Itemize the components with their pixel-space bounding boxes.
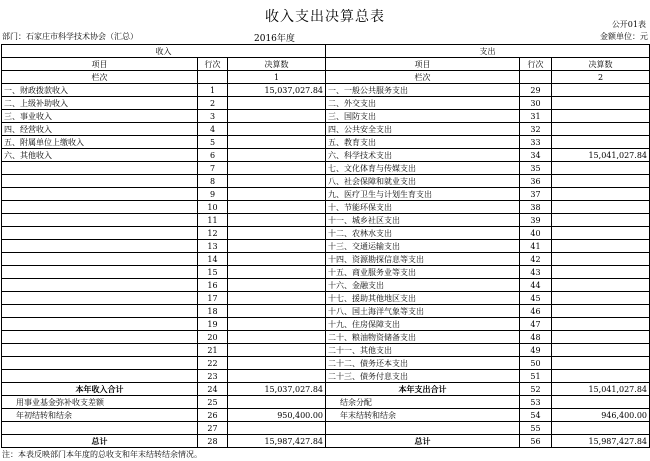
table-row — [2, 370, 650, 383]
table-row — [2, 201, 650, 214]
income-amount — [228, 110, 326, 123]
expense-item: 六、科学技术支出 — [326, 149, 520, 162]
income-col-label: 栏次 — [2, 71, 198, 84]
income-amount — [228, 188, 326, 201]
expense-total-no: 52 — [520, 383, 552, 396]
table-row — [2, 84, 650, 97]
expense-item: 十六、金融支出 — [326, 279, 520, 292]
expense-amount — [552, 318, 650, 331]
income-row-no: 15 — [198, 266, 228, 279]
expense-item: 二十二、债务还本支出 — [326, 357, 520, 370]
income-amount: 15,037,027.84 — [228, 84, 326, 97]
income-item — [2, 266, 198, 279]
income-amount — [228, 162, 326, 175]
income-amount — [228, 292, 326, 305]
income-row-no: 11 — [198, 214, 228, 227]
table-row — [2, 344, 650, 357]
income-amount-header: 决算数 — [228, 58, 326, 71]
income-amount — [228, 136, 326, 149]
column-label-row — [2, 71, 650, 84]
income-section-header: 收入 — [2, 45, 326, 58]
expense-row-no: 45 — [520, 292, 552, 305]
expense-row-no: 33 — [520, 136, 552, 149]
income-row-no: 22 — [198, 357, 228, 370]
income-row-no: 17 — [198, 292, 228, 305]
table-row — [2, 214, 650, 227]
income-amount — [228, 266, 326, 279]
income-amount — [228, 214, 326, 227]
income-item: 三、事业收入 — [2, 110, 198, 123]
table-row — [2, 305, 650, 318]
blank-out-label — [326, 422, 520, 435]
expense-item: 十二、农林水支出 — [326, 227, 520, 240]
expense-row-no: 29 — [520, 84, 552, 97]
income-row-no: 21 — [198, 344, 228, 357]
table-row — [2, 357, 650, 370]
income-row-no: 12 — [198, 227, 228, 240]
expense-amount — [552, 97, 650, 110]
income-item — [2, 279, 198, 292]
expense-item: 二、外交支出 — [326, 97, 520, 110]
report-meta — [2, 31, 648, 43]
income-amount — [228, 253, 326, 266]
income-col-blank — [198, 71, 228, 84]
expense-item: 二十一、其他支出 — [326, 344, 520, 357]
surplus-dist-no: 53 — [520, 396, 552, 409]
expense-row-no: 31 — [520, 110, 552, 123]
expense-amount — [552, 240, 650, 253]
income-item — [2, 305, 198, 318]
expense-amount — [552, 136, 650, 149]
fund-cover-amount — [228, 396, 326, 409]
table-row — [2, 318, 650, 331]
income-item — [2, 292, 198, 305]
grand-in-amount: 15,987,427.84 — [228, 435, 326, 448]
expense-row-no: 47 — [520, 318, 552, 331]
table-row — [2, 227, 650, 240]
amount-unit: 金额单位：元 — [600, 32, 648, 41]
expense-item: 七、文化体育与传媒支出 — [326, 162, 520, 175]
income-row-no: 8 — [198, 175, 228, 188]
table-row — [2, 110, 650, 123]
income-amount — [228, 227, 326, 240]
surplus-dist-amount — [552, 396, 650, 409]
income-item-header: 项目 — [2, 58, 198, 71]
expense-amount — [552, 370, 650, 383]
expense-amount-header: 决算数 — [552, 58, 650, 71]
income-item — [2, 188, 198, 201]
income-amount — [228, 357, 326, 370]
income-amount — [228, 97, 326, 110]
income-row-no: 2 — [198, 97, 228, 110]
table-row — [2, 123, 650, 136]
blank-in-label — [2, 422, 198, 435]
carry-out-no: 54 — [520, 409, 552, 422]
table-row — [2, 97, 650, 110]
expense-item: 八、社会保障和就业支出 — [326, 175, 520, 188]
income-item: 六、其他收入 — [2, 149, 198, 162]
fiscal-year: 2016年度 — [254, 34, 295, 44]
expense-item: 十一、城乡社区支出 — [326, 214, 520, 227]
expense-col-index: 2 — [552, 71, 650, 84]
expense-amount — [552, 357, 650, 370]
income-row-no: 4 — [198, 123, 228, 136]
footnote: 注：本表反映部门本年度的总收支和年末结转结余情况。 — [2, 450, 202, 459]
expense-total-amount: 15,041,027.84 — [552, 383, 650, 396]
income-item — [2, 240, 198, 253]
expense-item: 九、医疗卫生与计划生育支出 — [326, 188, 520, 201]
income-amount — [228, 240, 326, 253]
income-row-no: 9 — [198, 188, 228, 201]
expense-item: 五、教育支出 — [326, 136, 520, 149]
income-item — [2, 162, 198, 175]
income-amount — [228, 201, 326, 214]
blank-row — [2, 422, 650, 435]
expense-row-no: 35 — [520, 162, 552, 175]
expense-amount — [552, 227, 650, 240]
fund-cover-label: 用事业基金弥补收支差额 — [2, 396, 198, 409]
table-row — [2, 266, 650, 279]
income-row-no: 19 — [198, 318, 228, 331]
income-row-no: 20 — [198, 331, 228, 344]
expense-row-no: 44 — [520, 279, 552, 292]
section-header-row — [2, 45, 650, 58]
expense-col-blank — [520, 71, 552, 84]
income-row-no: 3 — [198, 110, 228, 123]
expense-amount — [552, 162, 650, 175]
income-item — [2, 357, 198, 370]
carry-out-label: 年末结转和结余 — [326, 409, 520, 422]
blank-out-no: 55 — [520, 422, 552, 435]
expense-amount — [552, 188, 650, 201]
form-number: 公开01表 — [611, 20, 646, 29]
grand-in-label: 总计 — [2, 435, 198, 448]
income-total-amount: 15,037,027.84 — [228, 383, 326, 396]
carry-in-no: 26 — [198, 409, 228, 422]
table-row — [2, 175, 650, 188]
income-row-no: 23 — [198, 370, 228, 383]
carry-row — [2, 409, 650, 422]
expense-row-no: 42 — [520, 253, 552, 266]
income-row-no: 10 — [198, 201, 228, 214]
total-row — [2, 383, 650, 396]
expense-amount — [552, 214, 650, 227]
carry-out-amount: 946,400.00 — [552, 409, 650, 422]
income-row-no: 6 — [198, 149, 228, 162]
expense-row-no: 30 — [520, 97, 552, 110]
expense-item: 十、节能环保支出 — [326, 201, 520, 214]
income-row-no: 1 — [198, 84, 228, 97]
expense-row-no: 49 — [520, 344, 552, 357]
expense-amount — [552, 201, 650, 214]
expense-amount — [552, 331, 650, 344]
expense-amount — [552, 292, 650, 305]
expense-item: 十七、援助其他地区支出 — [326, 292, 520, 305]
expense-amount — [552, 110, 650, 123]
table-row — [2, 292, 650, 305]
department-label: 部门：石家庄市科学技术协会（汇总） — [2, 32, 138, 41]
income-amount — [228, 344, 326, 357]
expense-item: 一、一般公共服务支出 — [326, 84, 520, 97]
expense-amount — [552, 253, 650, 266]
income-row-no: 13 — [198, 240, 228, 253]
income-row-no: 7 — [198, 162, 228, 175]
expense-item: 十五、商业服务业等支出 — [326, 266, 520, 279]
income-item — [2, 331, 198, 344]
income-total-label: 本年收入合计 — [2, 383, 198, 396]
table-row — [2, 331, 650, 344]
expense-total-label: 本年支出合计 — [326, 383, 520, 396]
expense-amount: 15,041,027.84 — [552, 149, 650, 162]
expense-row-no: 37 — [520, 188, 552, 201]
income-item — [2, 175, 198, 188]
expense-amount — [552, 266, 650, 279]
table-row — [2, 136, 650, 149]
income-item — [2, 370, 198, 383]
income-row-no: 18 — [198, 305, 228, 318]
income-amount — [228, 370, 326, 383]
income-item — [2, 344, 198, 357]
income-item — [2, 318, 198, 331]
table-row — [2, 253, 650, 266]
income-amount — [228, 318, 326, 331]
income-amount — [228, 331, 326, 344]
grand-out-label: 总计 — [326, 435, 520, 448]
income-item: 二、上级补助收入 — [2, 97, 198, 110]
budget-table — [1, 44, 650, 448]
expense-row-no: 34 — [520, 149, 552, 162]
expense-item: 十三、交通运输支出 — [326, 240, 520, 253]
expense-item: 三、国防支出 — [326, 110, 520, 123]
income-item: 五、附属单位上缴收入 — [2, 136, 198, 149]
expense-amount — [552, 305, 650, 318]
table-row — [2, 149, 650, 162]
blank-in-no: 27 — [198, 422, 228, 435]
income-item — [2, 253, 198, 266]
expense-amount — [552, 175, 650, 188]
income-row-no: 16 — [198, 279, 228, 292]
column-header-row — [2, 58, 650, 71]
expense-item: 十八、国土海洋气象等支出 — [326, 305, 520, 318]
table-row — [2, 279, 650, 292]
income-amount — [228, 279, 326, 292]
income-rowno-header: 行次 — [198, 58, 228, 71]
expense-row-no: 41 — [520, 240, 552, 253]
income-row-no: 14 — [198, 253, 228, 266]
expense-section-header: 支出 — [326, 45, 650, 58]
expense-row-no: 51 — [520, 370, 552, 383]
carry-in-amount: 950,400.00 — [228, 409, 326, 422]
expense-item: 四、公共安全支出 — [326, 123, 520, 136]
expense-rowno-header: 行次 — [520, 58, 552, 71]
blank-in-amount — [228, 422, 326, 435]
table-row — [2, 240, 650, 253]
expense-amount — [552, 84, 650, 97]
expense-amount — [552, 279, 650, 292]
table-row — [2, 188, 650, 201]
expense-row-no: 43 — [520, 266, 552, 279]
expense-amount — [552, 123, 650, 136]
expense-item: 十九、住房保障支出 — [326, 318, 520, 331]
carry-in-label: 年初结转和结余 — [2, 409, 198, 422]
page-title: 收入支出决算总表 — [265, 9, 385, 25]
expense-item: 二十三、债务付息支出 — [326, 370, 520, 383]
income-amount — [228, 149, 326, 162]
fund-cover-row — [2, 396, 650, 409]
grand-out-no: 56 — [520, 435, 552, 448]
fund-cover-no: 25 — [198, 396, 228, 409]
grand-in-no: 28 — [198, 435, 228, 448]
expense-row-no: 38 — [520, 201, 552, 214]
surplus-dist-label: 结余分配 — [326, 396, 520, 409]
income-amount — [228, 123, 326, 136]
grand-out-amount: 15,987,427.84 — [552, 435, 650, 448]
expense-row-no: 36 — [520, 175, 552, 188]
expense-row-no: 46 — [520, 305, 552, 318]
income-col-index: 1 — [228, 71, 326, 84]
income-row-no: 5 — [198, 136, 228, 149]
income-item — [2, 227, 198, 240]
income-item — [2, 201, 198, 214]
expense-row-no: 50 — [520, 357, 552, 370]
income-item — [2, 214, 198, 227]
income-amount — [228, 175, 326, 188]
income-amount — [228, 305, 326, 318]
expense-col-label: 栏次 — [326, 71, 520, 84]
expense-item-header: 项目 — [326, 58, 520, 71]
income-item: 一、财政拨款收入 — [2, 84, 198, 97]
grand-total-row — [2, 435, 650, 448]
expense-row-no: 39 — [520, 214, 552, 227]
expense-row-no: 40 — [520, 227, 552, 240]
expense-item: 二十、粮油物资储备支出 — [326, 331, 520, 344]
expense-row-no: 48 — [520, 331, 552, 344]
expense-item: 十四、资源勘探信息等支出 — [326, 253, 520, 266]
expense-amount — [552, 344, 650, 357]
blank-out-amount — [552, 422, 650, 435]
expense-row-no: 32 — [520, 123, 552, 136]
table-row — [2, 162, 650, 175]
income-item: 四、经营收入 — [2, 123, 198, 136]
income-total-no: 24 — [198, 383, 228, 396]
